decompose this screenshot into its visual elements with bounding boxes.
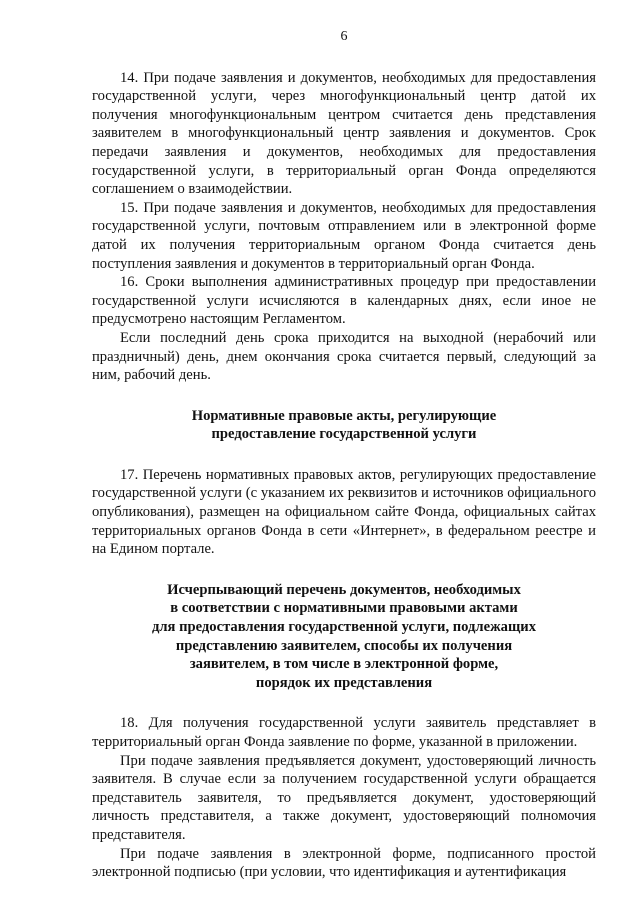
heading-line: заявителем, в том числе в электронной форме, (189, 656, 499, 673)
paragraph-18-electronic: При подаче заявления в электронной форме, подписанного простой электронной подписью (при условии, что идентификация и аутентификация (92, 845, 596, 881)
paragraph-17: 17. Перечень нормативных правовых актов, регулирующих предоставление государственной услуги (с указанием их реквизитов и источников официального опубликования), размещен на официальном сайте Фонда, официальных сайтах территориальных органов Фонда в сети «Интернет», в федеральном реестре и на Едином портале. (92, 466, 596, 558)
paragraph-18: 18. Для получения государственной услуги заявитель представляет в территориальный орган Фонда заявление по форме, указанной в приложении. (92, 715, 596, 750)
heading-line: порядок их представления (255, 674, 433, 691)
paragraph-18-identity: При подаче заявления предъявляется документ, удостоверяющий личность заявителя. В случае если за получением государственной услуги обращается представитель заявителя, то предъявляется документ, удостоверяющий личность представителя, а также документ, удостоверяющий полномочия представителя. (92, 752, 596, 843)
page-number: 6 (340, 29, 348, 44)
paragraph-16: 16. Сроки выполнения административных процедур при предоставлении государственной услуги исчисляются в календарных днях, если иное не предусмотрено настоящим Регламентом. (92, 274, 596, 328)
heading-line: Исчерпывающий перечень документов, необходимых (167, 581, 521, 598)
paragraph-14: 14. При подаче заявления и документов, необходимых для предоставления государственной услуги, через многофункциональный центр датой их получения многофункциональным центром считается день представления заявителем в многофункциональный центр заявления и документов. Срок передачи заявления и документов, необходимых для предоставления государственной услуги, в территориальный орган Фонда определяются соглашением о взаимодействии. (92, 69, 596, 198)
section-heading-normative-acts (92, 407, 596, 444)
section-heading-documents-list (92, 581, 596, 693)
heading-line: Нормативные правовые акты, регулирующие (191, 407, 497, 424)
paragraph-15: 15. При подаче заявления и документов, необходимых для предоставления государственной услуги, почтовым отправлением или в электронной форме датой их получения территориальным органом Фонда считается день поступления заявления и документов в территориальный орган Фонда. (92, 199, 596, 272)
paragraph-16-continued: Если последний день срока приходится на выходной (нерабочий или праздничный) день, днем окончания срока считается первый, следующий за ним, рабочий день. (92, 329, 596, 384)
heading-line: предоставление государственной услуги (211, 426, 477, 443)
heading-line: в соответствии с нормативными правовыми актами (170, 600, 518, 617)
heading-line: представлению заявителем, способы их получения (175, 637, 513, 654)
heading-line: для предоставления государственной услуги, подлежащих (151, 619, 536, 636)
